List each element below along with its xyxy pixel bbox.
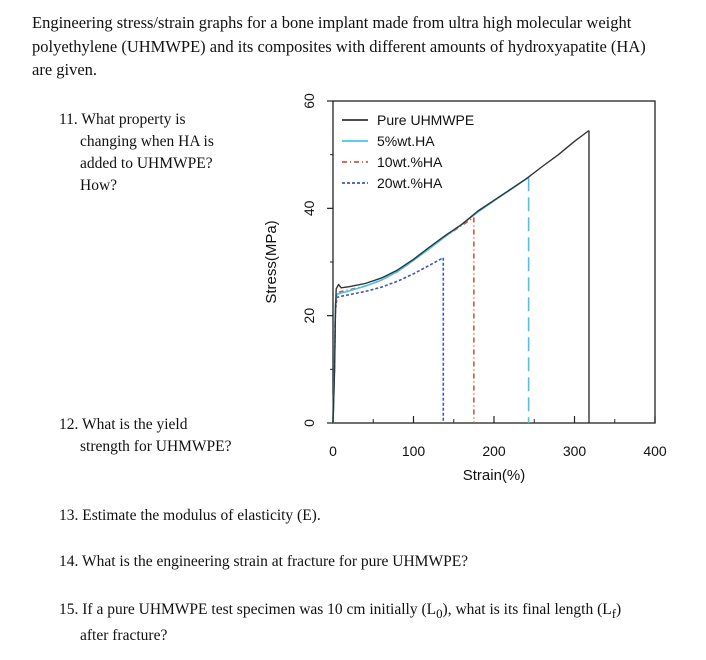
question-15-number: 15. <box>59 601 79 618</box>
question-12-line-2: strength for UHMWPE? <box>80 438 232 455</box>
y-tick-label-60: 60 <box>301 93 317 109</box>
series-line-1 <box>333 177 529 423</box>
series-line-2 <box>333 218 474 424</box>
series-line-3 <box>333 258 443 423</box>
plot-frame <box>333 101 655 423</box>
series-layer <box>333 131 589 424</box>
question-11-line-1: What property is <box>81 111 186 128</box>
question-12-number: 12. <box>59 416 79 433</box>
question-15-text-c: ) <box>616 601 622 618</box>
question-15-line-2: after fracture? <box>80 627 168 645</box>
intro-line-2: polyethylene (UHMWPE) and its composites with different amounts of hydroxyapatite (HA) <box>32 36 646 56</box>
question-15-sub-f: f <box>611 606 617 622</box>
question-14-text: What is the engineering strain at fracture for pure UHMWPE? <box>81 553 469 570</box>
question-15-text-b: ), what is its final length (L <box>442 601 612 618</box>
x-tick-label-200: 200 <box>482 443 506 459</box>
question-13-number: 13. <box>59 507 79 524</box>
y-tick-label-40: 40 <box>301 200 317 217</box>
x-tick-label-100: 100 <box>401 443 426 459</box>
question-14-number: 14. <box>59 553 79 570</box>
x-tick-label-300: 300 <box>562 443 587 459</box>
series-line-0 <box>333 131 589 424</box>
question-15-text-a: If a pure UHMWPE test specimen was 10 cm initially (L <box>82 601 437 618</box>
question-12-line-1: What is the yield <box>81 416 188 433</box>
y-tick-label-0: 0 <box>301 419 317 427</box>
legend-label-1: 5%wt.HA <box>377 133 435 149</box>
legend-label-3: 20wt.%HA <box>377 175 443 191</box>
legend-label-0: Pure UHMWPE <box>377 112 475 128</box>
x-axis-label: Strain(%) <box>462 467 526 484</box>
chart-legend <box>342 112 474 191</box>
axis-ticks <box>301 93 667 459</box>
y-tick-label-20: 20 <box>301 307 317 324</box>
question-15-sub-0: 0 <box>436 606 443 622</box>
x-tick-label-0: 0 <box>329 443 337 459</box>
intro-line-1: Engineering stress/strain graphs for a bone implant made from ultra high molecular weight <box>32 13 632 32</box>
x-tick-label-400: 400 <box>643 443 667 459</box>
question-11-line-3: added to UHMWPE? <box>80 155 213 172</box>
y-axis-label: Stress(MPa) <box>263 220 280 304</box>
question-11-line-2: changing when HA is <box>80 133 214 150</box>
question-11-line-4: How? <box>80 177 118 194</box>
question-11-number: 11. <box>59 111 78 128</box>
question-13-text: Estimate the modulus of elasticity (E). <box>82 507 321 524</box>
legend-label-2: 10wt.%HA <box>377 154 443 170</box>
intro-line-3: are given. <box>32 60 98 79</box>
